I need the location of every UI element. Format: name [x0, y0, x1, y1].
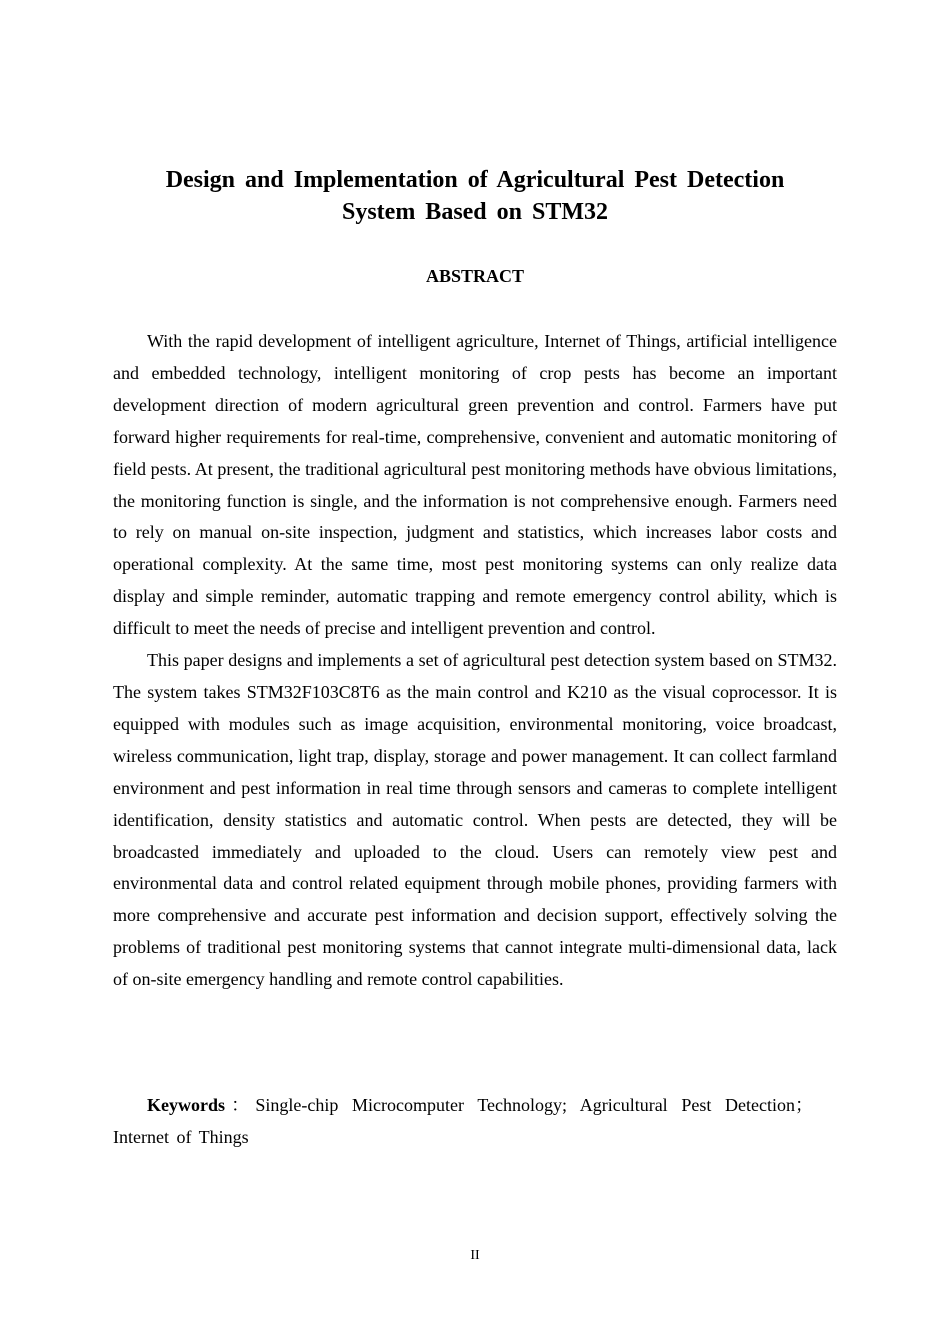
- keywords-separator: ：: [225, 1095, 256, 1115]
- keywords-text: Single-chip Microcomputer Technology; Agricultural Pest Detection；Internet of Things: [113, 1095, 813, 1147]
- abstract-paragraph-1: With the rapid development of intelligent agriculture, Internet of Things, artificial intelligence and embedded technology, intelligent monitoring of crop pests has become an important development direction of modern agricultural green prevention and control. Farmers have put forward higher requirements for real-time, comprehensive, convenient and automatic monitoring of field pests. At present, the traditional agricultural pest monitoring methods have obvious limitations, the monitoring function is single, and the information is not comprehensive enough. Farmers need to rely on manual on-site inspection, judgment and statistics, which increases labor costs and operational complexity. At the same time, most pest monitoring systems can only realize data display and simple reminder, automatic trapping and remote emergency control ability, which is difficult to meet the needs of precise and intelligent prevention and control.: [113, 331, 837, 639]
- abstract-body: [113, 326, 837, 996]
- abstract-paragraph-2: This paper designs and implements a set of agricultural pest detection system based on STM32. The system takes STM32F103C8T6 as the main control and K210 as the visual coprocessor. It is equipped with modules such as image acquisition, environmental monitoring, voice broadcast, wireless communication, light trap, display, storage and power management. It can collect farmland environment and pest information in real time through sensors and cameras to complete intelligent identification, density statistics and automatic control. When pests are detected, they will be broadcasted immediately and uploaded to the cloud. Users can remotely view pest and environmental data and control related equipment through mobile phones, providing farmers with more comprehensive and accurate pest information and decision support, effectively solving the problems of traditional pest monitoring systems that cannot integrate multi-dimensional data, lack of on-site emergency handling and remote control capabilities.: [113, 650, 837, 990]
- keywords-label: Keywords: [147, 1095, 225, 1115]
- abstract-heading: ABSTRACT: [425, 266, 525, 286]
- keywords-line: [113, 1090, 813, 1154]
- page-number: II: [470, 1248, 480, 1263]
- paper-title: Design and Implementation of Agricultural Pest Detection System Based on STM32: [165, 167, 785, 225]
